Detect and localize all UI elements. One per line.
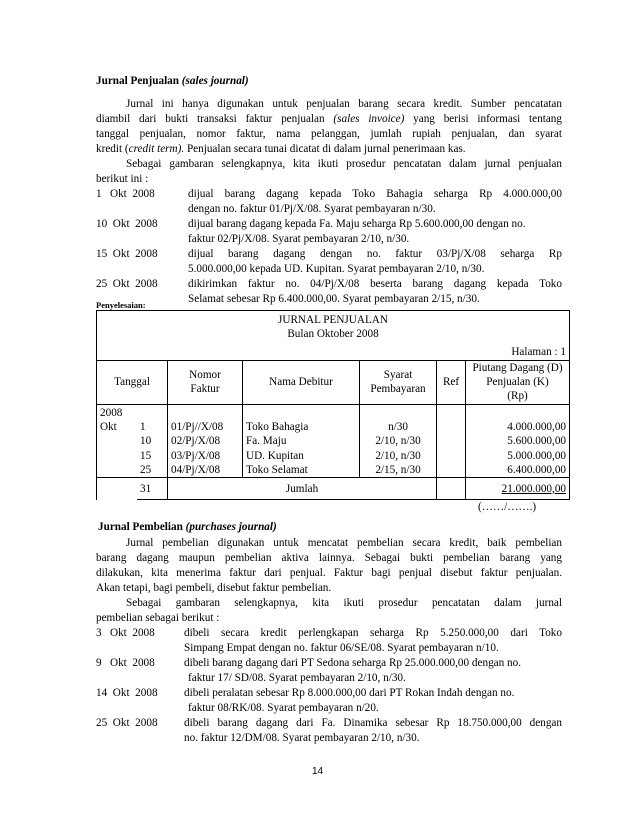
table-cell: 25 (140, 463, 152, 476)
table-cell: UD. Kupitan (246, 449, 304, 462)
table-cell: 4.000.000,00 (507, 421, 566, 434)
table-cell: 04/Pj/X/08 (171, 463, 221, 476)
table-cell: 01/Pj//X/08 (171, 421, 224, 434)
journal-body-row (97, 404, 570, 477)
purchases-section-title (98, 520, 277, 535)
sales-title-text: Jurnal Penjualan (96, 75, 179, 87)
purchases-title-italic: (purchases journal) (185, 521, 277, 533)
journal-total-label: Jumlah (168, 478, 437, 500)
table-cell: 5.000.000,00 (507, 449, 566, 462)
page-number: 14 (312, 766, 324, 777)
col-amount: Piutang Dagang (D) Penjualan (K) (Rp) (466, 360, 570, 404)
table-cell: 2/10, n/30 (375, 435, 421, 448)
sales-section-title (96, 74, 249, 89)
table-cell: 5.600.000,00 (507, 435, 566, 448)
table-cell: 10 (140, 435, 152, 448)
sales-para1-line1: Jurnal ini hanya digunakan untuk penjualan barang secara kredit. Sumber pencatatan (126, 98, 562, 110)
journal-year-month: 2008 Okt (97, 404, 138, 477)
table-cell: Toko Bahagia (246, 421, 309, 434)
col-nomor-faktur: Nomor Faktur (168, 360, 243, 404)
journal-faktur-col (168, 404, 243, 477)
journal-page: Halaman : 1 (511, 345, 566, 358)
journal-days (137, 404, 168, 477)
solution-label: Penyelesaian: (96, 300, 146, 310)
journal-total-amount: 21.000.000,00 (466, 478, 570, 500)
col-tanggal: Tanggal (97, 360, 168, 404)
sales-para2-line2: berikut ini : (96, 173, 149, 185)
sales-para2-line1: Sebagai gambaran selengkapnya, kita ikuti prosedur pencatatan dalam jurnal penjualan (126, 158, 562, 170)
table-cell: n/30 (388, 421, 408, 434)
journal-header-row (97, 360, 570, 404)
col-ref: Ref (437, 360, 466, 404)
journal-amount-col (466, 404, 570, 477)
purchases-title-text: Jurnal Pembelian (98, 521, 183, 533)
table-cell: 2/10, n/30 (375, 449, 421, 462)
sales-para1-line4: kredit (credit term). Penjualan secara tunai dicatat di dalam jurnal penerimaan kas. (96, 143, 466, 155)
table-cell: 6.400.000,00 (507, 463, 566, 476)
purchases-para1-line3: dilakukan, kita menerima faktur dari penjual. Faktur bagi penjual disebut faktur penjualan. (96, 567, 562, 579)
sales-para1-line3: tanggal penjualan, nomor faktur, nama pelanggan, jumlah rupiah penjualan, dan syarat (96, 128, 562, 140)
table-cell: 2/15, n/30 (375, 463, 421, 476)
sales-title-italic: (sales journal) (181, 75, 249, 87)
journal-title: JURNAL PENJUALAN (278, 314, 388, 326)
purchases-para1-line2: barang dagang maupun pembelian aktiva lainnya. Sebagai bukti pembelian barang yang (96, 552, 562, 564)
journal-ref-col (437, 404, 466, 477)
journal-debitur-col (243, 404, 360, 477)
journal-posting-ref: (……/…….) (478, 501, 537, 513)
purchases-para1-line4: Akan tetapi, bagi pembeli, disebut faktur pembelian. (96, 582, 332, 594)
table-cell: 02/Pj/X/08 (171, 435, 221, 448)
purchases-para2-line2: pembelian sebagai berikut : (96, 612, 220, 624)
table-cell: 1 (140, 421, 146, 434)
table-cell: Toko Selamat (246, 463, 308, 476)
journal-heading-row (97, 311, 570, 361)
col-nama-debitur: Nama Debitur (243, 360, 360, 404)
purchases-para2-line1: Sebagai gambaran selengkapnya, kita ikuti prosedur pencatatan dalam jurnal (126, 597, 562, 609)
journal-total-row (97, 478, 570, 500)
journal-syarat-col (360, 404, 437, 477)
purchases-para1-line1: Jurnal pembelian digunakan untuk mencatat pembelian secara kredit, baik pembelian (126, 537, 562, 549)
journal-total-day: 31 (137, 478, 168, 500)
table-cell: Fa. Maju (246, 435, 287, 448)
sales-para1-line2: diambil dari bukti transaksi faktur penjualan (sales invoice) yang berisi informasi tentang (96, 113, 562, 125)
journal-period: Bulan Oktober 2008 (287, 328, 379, 341)
table-cell: 03/Pj/X/08 (171, 449, 221, 462)
table-cell: 15 (140, 449, 152, 462)
col-syarat: Syarat Pembayaran (360, 360, 437, 404)
sales-journal-table (96, 310, 570, 500)
